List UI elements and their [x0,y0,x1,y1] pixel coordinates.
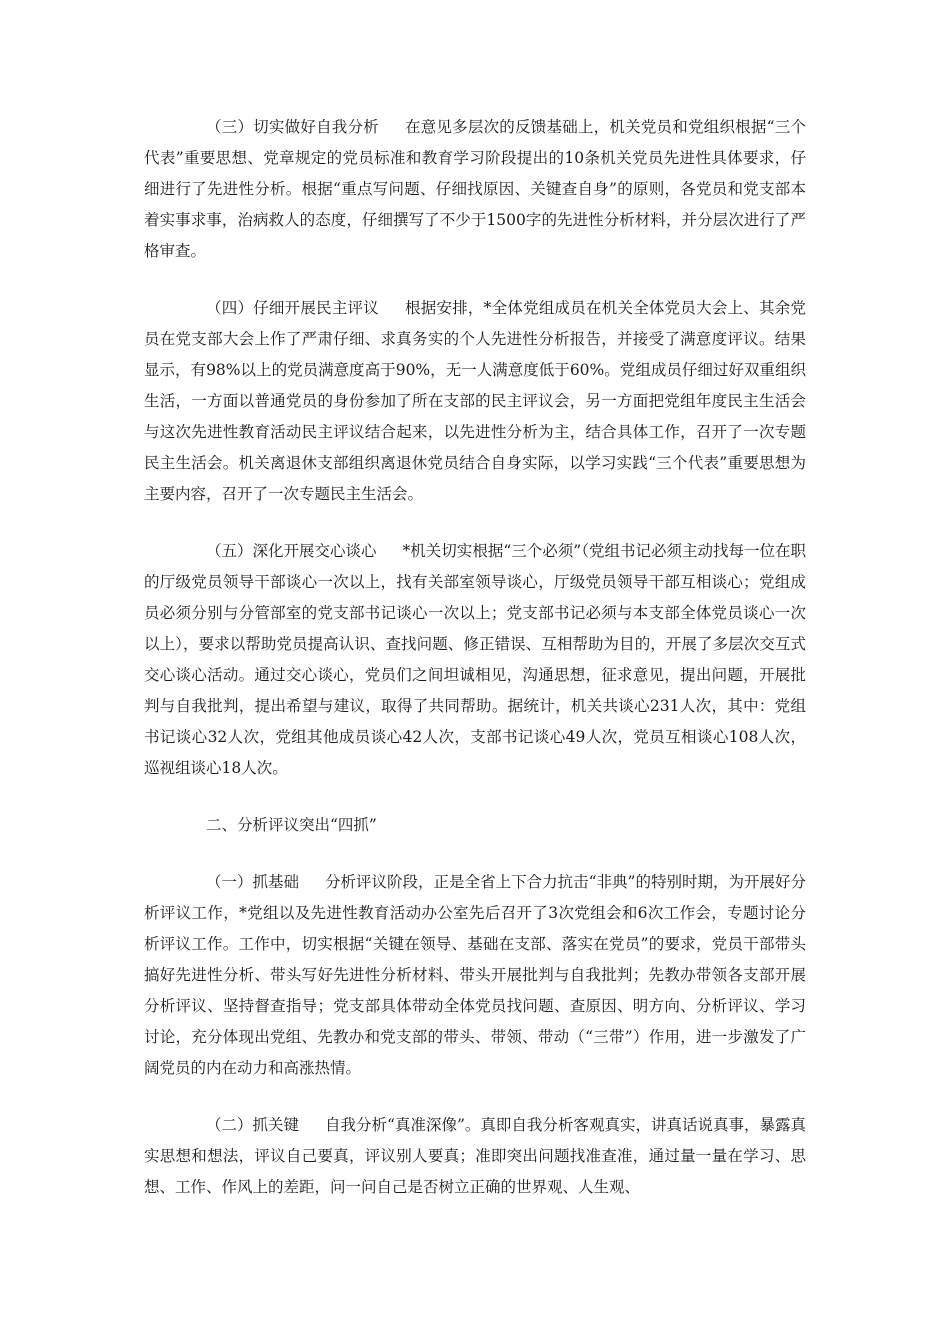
paragraph-text: 自我分析“真准深像”。真即自我分析客观真实，讲真话说真事，暴露真实思想和想法，评议自己要真，评议别人要真；准即突出问题找准查准，通过量一量在学习、思想、工作、作风上的差距，问一问自己是否树立正确的世界观、人生观、 [144,1116,806,1196]
paragraph-key-point [144,1110,806,1203]
paragraph-lead: （四）仔细开展民主评议 [206,299,380,317]
paragraph-text: 在意见多层次的反馈基础上，机关党员和党组织根据“三个代表”重要思想、党章规定的党员标准和教育学习阶段提出的10条机关党员先进性具体要求，仔细进行了先进性分析。根据“重点写问题、仔细找原因、关键查自身”的原则，各党员和党支部本着实事求事，治病救人的态度，仔细撰写了不少于1500字的先进性分析材料，并分层次进行了严格审查。 [144,118,806,260]
paragraph-text: 根据安排，*全体党组成员在机关全体党员大会上、其余党员在党支部大会上作了严肃仔细、求真务实的个人先进性分析报告，并接受了满意度评议。结果显示，有98%以上的党员满意度高于90%，无一人满意度低于60%。党组成员仔细过好双重组织生活，一方面以普通党员的身份参加了所在支部的民主评议会，另一方面把党组年度民主生活会与这次先进性教育活动民主评议结合起来，以先进性分析为主，结合具体工作，召开了一次专题民主生活会。机关离退休支部组织离退休党员结合自身实际，以学习实践“三个代表”重要思想为主要内容，召开了一次专题民主生活会。 [144,299,806,503]
paragraph-foundation [144,867,806,1084]
document-body [144,112,806,1229]
paragraph-self-analysis [144,112,806,267]
paragraph-democratic-review [144,293,806,510]
paragraph-text: 分析评议阶段，正是全省上下合力抗击“非典”的特别时期，为开展好分析评议工作，*党组以及先进性教育活动办公室先后召开了3次党组会和6次工作会，专题讨论分析评议工作。工作中，切实根据“关键在领导、基础在支部、落实在党员”的要求，党员干部带头搞好先进性分析、带头写好先进性分析材料、带头开展批判与自我批判；先教办带领各支部开展分析评议、坚持督查指导；党支部具体带动全体党员找问题、查原因、明方向、分析评议、学习讨论，充分体现出党组、先教办和党支部的带头、带领、带动（“三带”）作用，进一步激发了广阔党员的内在动力和高涨热情。 [144,873,806,1077]
paragraph-heart-to-heart [144,536,806,784]
paragraph-text: *机关切实根据“三个必须”（党组书记必须主动找每一位在职的厅级党员领导干部谈心一次以上，找有关部室领导谈心，厅级党员领导干部互相谈心；党组成员必须分别与分管部室的党支部书记谈心一次以上；党支部书记必须与本支部全体党员谈心一次以上），要求以帮助党员提高认识、查找问题、修正错误、互相帮助为目的，开展了多层次交互式交心谈心活动。通过交心谈心，党员们之间坦诚相见，沟通思想，征求意见，提出问题，开展批判与自我批判，提出希望与建议，取得了共同帮助。据统计，机关共谈心231人次，其中：党组书记谈心32人次，党组其他成员谈心42人次，支部书记谈心49人次，党员互相谈心108人次，巡视组谈心18人次。 [144,542,806,777]
section-heading: 二、分析评议突出“四抓” [206,816,377,834]
paragraph-lead: （五）深化开展交心谈心 [206,542,377,560]
paragraph-lead: （三）切实做好自我分析 [206,118,379,136]
paragraph-lead: （二）抓关键 [206,1116,300,1134]
paragraph-lead: （一）抓基础 [206,873,300,891]
